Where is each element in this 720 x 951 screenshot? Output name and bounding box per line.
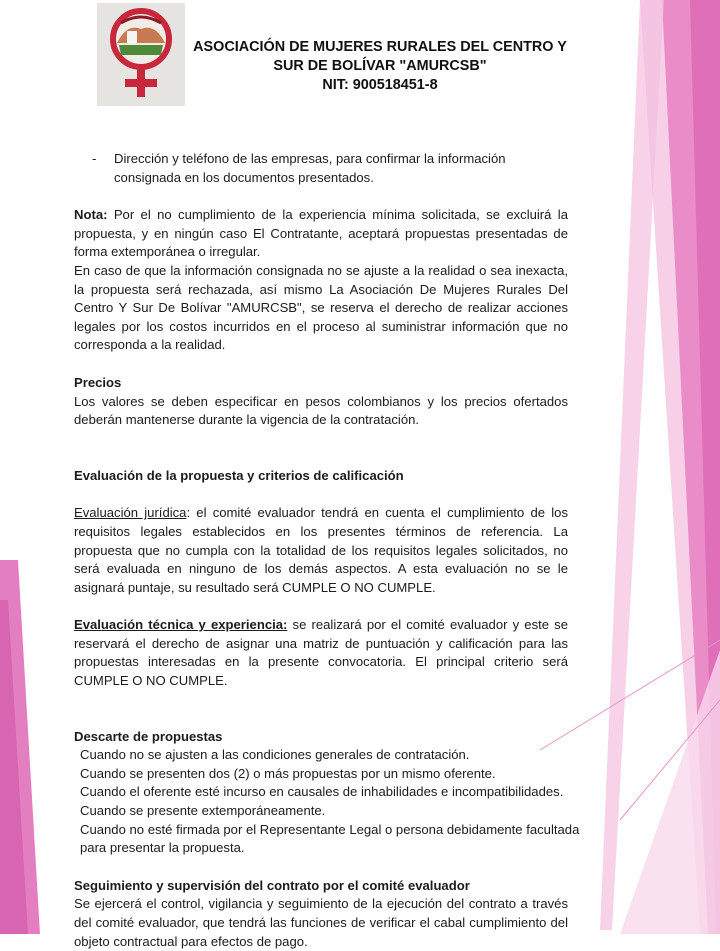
seguimiento-text: Se ejercerá el control, vigilancia y seguimiento de la ejecución del contrato a través del comité evaluador, que tendrá las funciones de verificar el cabal cumplimiento del objeto contractual para efectos de pago. xyxy=(74,896,568,949)
descarte-list xyxy=(80,746,580,858)
bullet-text: Dirección y teléfono de las empresas, para confirmar la información consignada en los documentos presentados. xyxy=(114,151,506,185)
document-header xyxy=(190,38,570,95)
venus-logo-icon xyxy=(97,3,185,106)
list-item: para presentar la propuesta. xyxy=(80,840,245,856)
nota-paragraph xyxy=(74,206,568,262)
list-item: Cuando no esté firmada por el Representante Legal o persona debidamente facultada xyxy=(80,821,580,837)
seguimiento-title: Seguimiento y supervisión del contrato por el comité evaluador xyxy=(74,877,470,893)
nota-text: Por el no cumplimiento de la experiencia mínima solicitada, se excluirá la propuesta, y en ningún caso El Contratante, aceptará propuestas presentadas de forma extemporánea o irregular. xyxy=(74,207,568,260)
bullet-dash: - xyxy=(92,151,97,166)
evaluacion-juridica xyxy=(74,504,568,597)
list-item: Cuando se presente extemporáneamente. xyxy=(80,803,326,819)
evaluacion-tecnica xyxy=(74,616,568,690)
header-line-1: ASOCIACIÓN DE MUJERES RURALES DEL CENTRO Y xyxy=(193,39,567,55)
nota-paragraph-2: En caso de que la información consignada no se ajuste a la realidad o sea inexacta, la propuesta será rechazada, así mismo La Asociación De Mujeres Rurales Del Centro Y Sur De Bolívar "AMURCSB", se reserva el derecho de realizar acciones legales por los costos incurridos en el proceso al suministrar información que no corresponda a la realidad. xyxy=(74,262,568,353)
precios-text: Los valores se deben especificar en pesos colombianos y los precios ofertados deberán mantenerse durante la vigencia de la contratación. xyxy=(74,393,568,428)
evaluacion-tecnica-label: Evaluación técnica y experiencia: xyxy=(74,617,288,633)
evaluacion-juridica-label: Evaluación jurídica xyxy=(74,505,187,521)
list-item: Cuando se presenten dos (2) o más propuestas por un mismo oferente. xyxy=(80,765,496,781)
evaluacion-juridica-text: : el comité evaluador tendrá en cuenta el cumplimiento de los requisitos legales establecidos en los presentes términos de referencia. La propuesta que no cumpla con la totalidad de los requisitos legales solicitados, no será evaluada en ninguno de los demás aspectos. A esta evaluación no se le asignará puntaje, su resultado será CUMPLE O NO CUMPLE. xyxy=(74,505,568,595)
list-item: Cuando no se ajusten a las condiciones generales de contratación. xyxy=(80,747,470,763)
header-line-2: SUR DE BOLÍVAR "AMURCSB" xyxy=(273,58,487,74)
evaluacion-tecnica-text: se realizará por el comité evaluador y este se reservará el derecho de asignar una matriz de puntuación y calificación para las propuestas interesadas en la presente convocatoria. El principal criterio será CUMPLE O NO CUMPLE. xyxy=(74,617,569,689)
descarte-title: Descarte de propuestas xyxy=(74,728,223,744)
nota-label: Nota: xyxy=(74,207,108,223)
header-nit: NIT: 900518451-8 xyxy=(322,77,438,93)
association-logo xyxy=(97,3,185,106)
bullet-item xyxy=(92,150,568,187)
precios-title: Precios xyxy=(74,374,122,390)
evaluacion-title: Evaluación de la propuesta y criterios de calificación xyxy=(74,467,404,483)
list-item: Cuando el oferente esté incurso en causales de inhabilidades e incompatibilidades. xyxy=(80,784,564,800)
document-body xyxy=(74,150,580,951)
